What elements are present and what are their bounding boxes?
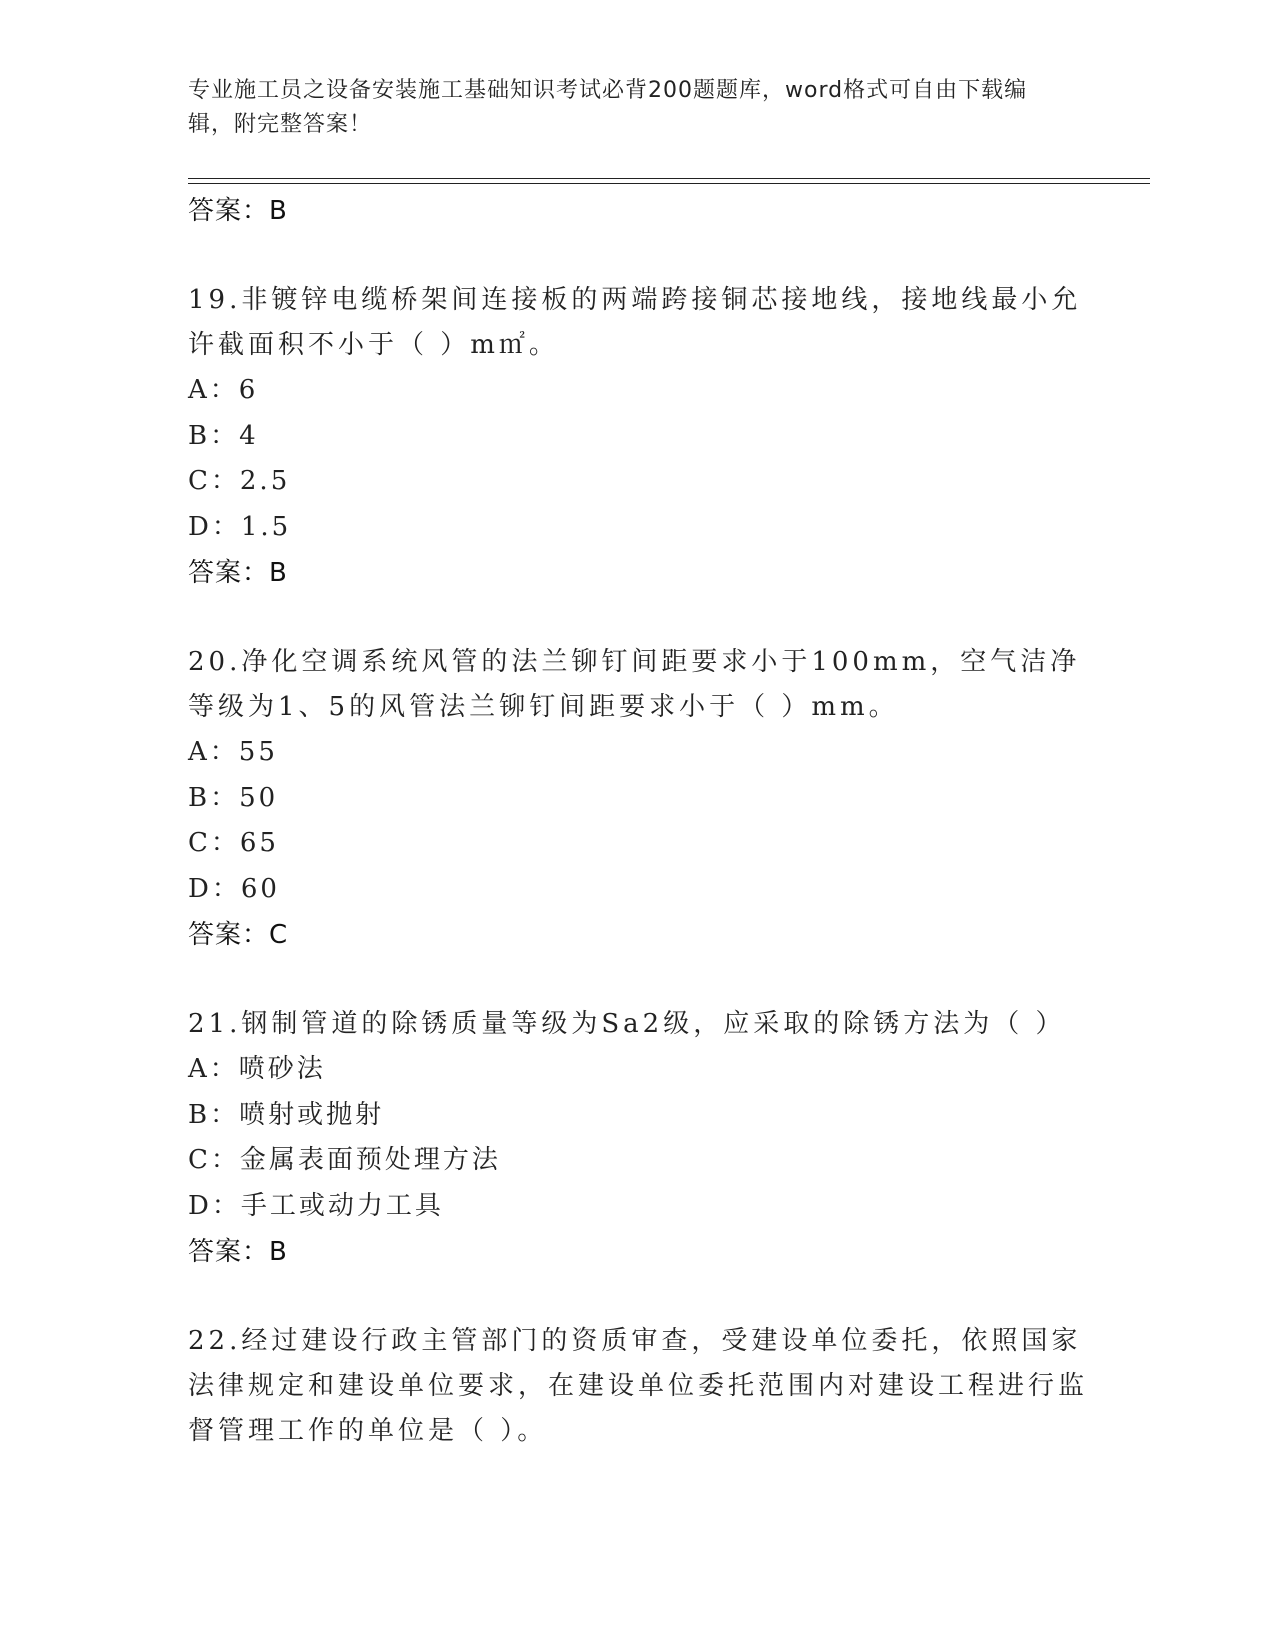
option-b: B：喷射或抛射 [188, 1099, 385, 1130]
question-21 [188, 1002, 1088, 1275]
option-c: C：65 [188, 828, 279, 858]
page-header-title: 专业施工员之设备安装施工基础知识考试必背200题题库，word格式可自由下载编辑，附完整答案！ [188, 78, 1028, 137]
option-c: C：2.5 [188, 466, 291, 496]
question-19 [188, 278, 1088, 596]
option-b: B：4 [188, 420, 259, 451]
question-20 [188, 640, 1088, 958]
option-b: B：50 [188, 782, 279, 813]
option-a: A：6 [188, 375, 259, 405]
question-stem: 20.净化空调系统风管的法兰铆钉间距要求小于100mm，空气洁净等级为1、5的风管法兰铆钉间距要求小于（ ）mm。 [188, 647, 1081, 722]
header-divider [188, 178, 1150, 184]
question-stem: 22.经过建设行政主管部门的资质审查，受建设单位委托，依照国家法律规定和建设单位要求，在建设单位委托范围内对建设工程进行监督管理工作的单位是（ ）。 [188, 1326, 1089, 1446]
answer-line: 答案：B [188, 196, 288, 226]
question-stem: 21.钢制管道的除锈质量等级为Sa2级，应采取的除锈方法为（ ） [188, 1009, 1066, 1039]
option-a: A：喷砂法 [188, 1054, 326, 1084]
document-body [188, 188, 1088, 1454]
option-c: C：金属表面预处理方法 [188, 1145, 501, 1175]
option-a: A：55 [188, 737, 278, 767]
answer-line: 答案：B [188, 558, 288, 588]
option-d: D：手工或动力工具 [188, 1190, 444, 1221]
answer-line: 答案：C [188, 920, 289, 950]
answer-line: 答案：B [188, 1237, 288, 1267]
question-22 [188, 1319, 1088, 1454]
option-d: D：1.5 [188, 511, 292, 542]
question-stem: 19.非镀锌电缆桥架间连接板的两端跨接铜芯接地线，接地线最小允许截面积不小于（ ）m㎡。 [188, 285, 1082, 360]
option-d: D：60 [188, 873, 280, 904]
